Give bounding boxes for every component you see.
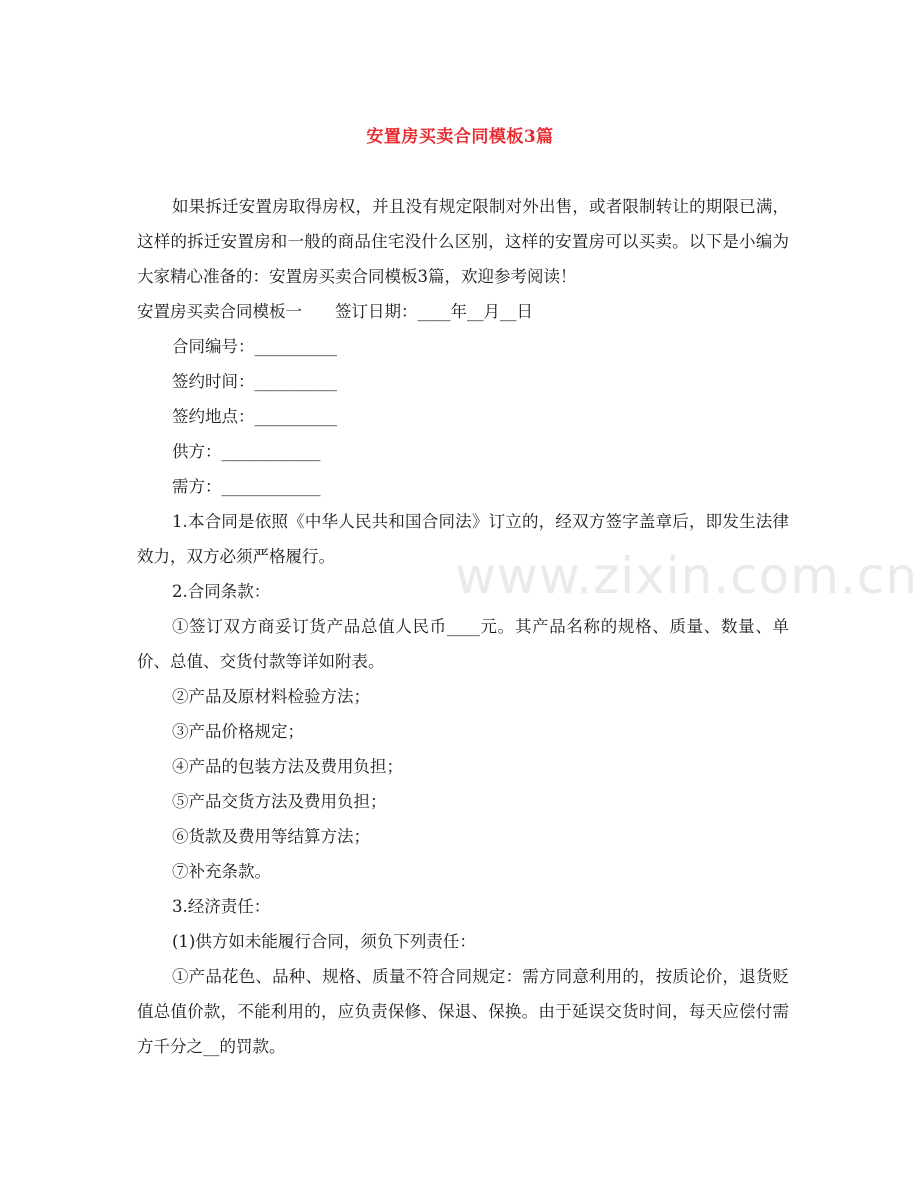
intro-paragraph: 如果拆迁安置房取得房权，并且没有规定限制对外出售，或者限制转让的期限已满，这样的拆迁安置房和一般的商品住宅没什么区别，这样的安置房可以买卖。以下是小编为大家精心准备的：安置房买卖合同模板3篇，欢迎参考阅读！ [137,197,789,286]
clause-3-sub-1: (1)供方如未能履行合同，须负下列责任： [172,932,476,951]
signing-place-line: 签约地点：__________ [172,407,337,426]
clause-2-item-2: ②产品及原材料检验方法； [172,687,370,706]
clause-2-item-4: ④产品的包装方法及费用负担； [172,757,403,776]
contract-number-line: 合同编号：__________ [172,337,337,356]
clause-2-item-6: ⑥货款及费用等结算方法； [172,827,370,846]
clause-2-item-7: ⑦补充条款。 [172,862,271,881]
contract-heading-line: 安置房买卖合同模板一 签订日期：____年__月__日 [137,302,533,321]
clause-2-item-5: ⑤产品交货方法及费用负担； [172,792,387,811]
clause-3-heading: 3.经济责任： [172,897,271,916]
clause-3-sub-1-item-1: ①产品花色、品种、规格、质量不符合同规定：需方同意利用的，按质论价，退货贬值总值价款，不能利用的，应负责保修、保退、保换。由于延误交货时间，每天应偿付需方千分之__的罚款。 [137,967,789,1056]
supplier-line: 供方：____________ [172,442,321,461]
document-body [137,189,789,1064]
buyer-line: 需方：____________ [172,477,321,496]
clause-2-item-3: ③产品价格规定； [172,722,304,741]
clause-1: 1.本合同是依照《中华人民共和国合同法》订立的，经双方签字盖章后，即发生法律效力，双方必须严格履行。 [137,512,789,566]
document-title: 安置房买卖合同模板3篇 [366,127,554,147]
clause-2-item-1: ①签订双方商妥订货产品总值人民币____元。其产品名称的规格、质量、数量、单价、总值、交货付款等详如附表。 [137,617,789,671]
clause-2-heading: 2.合同条款： [172,582,271,601]
watermark: www.zixin.com.cn [455,547,919,605]
signing-time-line: 签约时间：__________ [172,372,337,391]
